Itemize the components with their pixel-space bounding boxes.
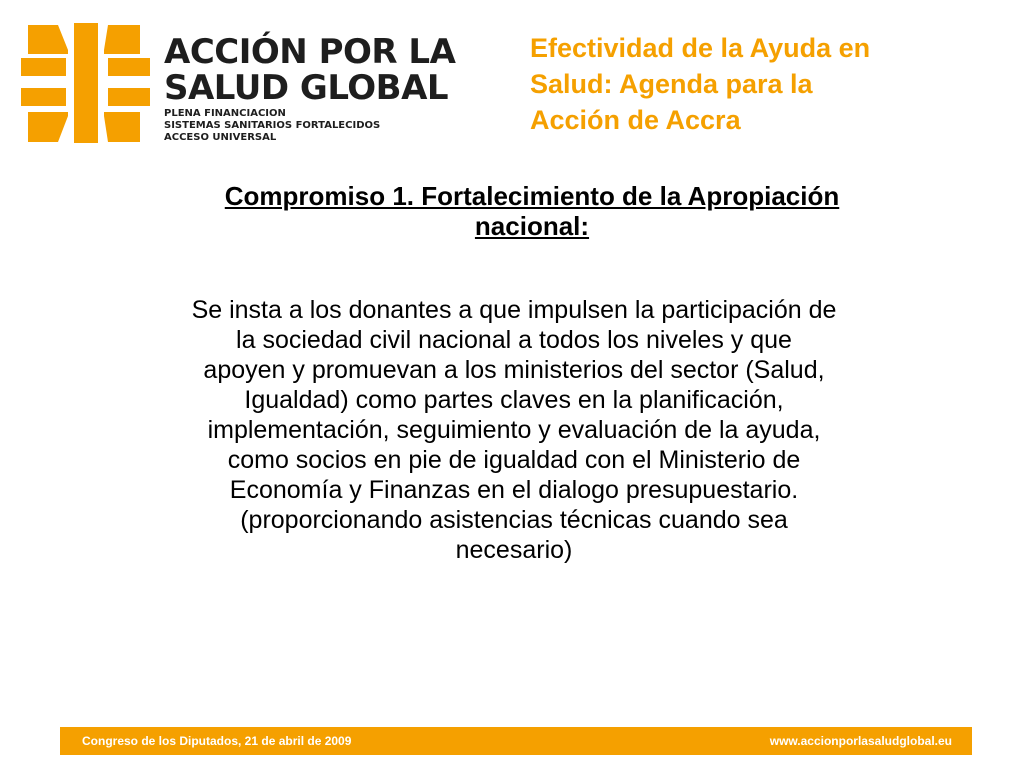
footer-website-link[interactable]: www.accionporlasaludglobal.eu <box>769 734 952 748</box>
logo-tagline-2: SISTEMAS SANITARIOS FORTALECIDOS <box>164 120 381 131</box>
logo-name <box>164 34 455 106</box>
footer-event-text: Congreso de los Diputados, 21 de abril de 2009 <box>82 734 352 748</box>
body-line: Igualdad) como partes claves en la planificación, <box>244 386 784 414</box>
logo-name-line2: SALUD GLOBAL <box>164 68 449 108</box>
body-line: apoyen y promuevan a los ministerios del sector (Salud, <box>203 356 825 384</box>
slide-title <box>530 30 990 138</box>
slide-title-line2: Salud: Agenda para la <box>530 69 813 99</box>
logo-taglines <box>164 108 380 144</box>
slide-title-line3: Acción de Accra <box>530 105 741 135</box>
cross-logo-icon <box>18 20 158 148</box>
slide-title-line1: Efectividad de la Ayuda en <box>530 33 871 63</box>
body-line: como socios en pie de igualdad con el Ministerio de <box>227 446 801 474</box>
commitment-heading-line1: Compromiso 1. Fortalecimiento de la Apropiación <box>224 181 840 211</box>
commitment-body <box>64 295 964 565</box>
commitment-heading <box>60 181 1004 241</box>
logo <box>18 20 456 148</box>
body-line: implementación, seguimiento y evaluación de la ayuda, <box>207 416 821 444</box>
logo-tagline-3: ACCESO UNIVERSAL <box>164 132 277 143</box>
commitment-heading-line2: nacional: <box>474 211 590 241</box>
body-line: la sociedad civil nacional a todos los niveles y que <box>236 326 792 354</box>
logo-tagline-1: PLENA FINANCIACION <box>164 108 286 119</box>
body-line: necesario) <box>455 536 573 564</box>
logo-name-line1: ACCIÓN POR LA <box>164 32 456 72</box>
body-line: Se insta a los donantes a que impulsen la participación de <box>191 296 837 324</box>
body-line: (proporcionando asistencias técnicas cuando sea <box>240 506 788 534</box>
body-line: Economía y Finanzas en el dialogo presupuestario. <box>229 476 799 504</box>
footer-bar <box>60 727 972 755</box>
